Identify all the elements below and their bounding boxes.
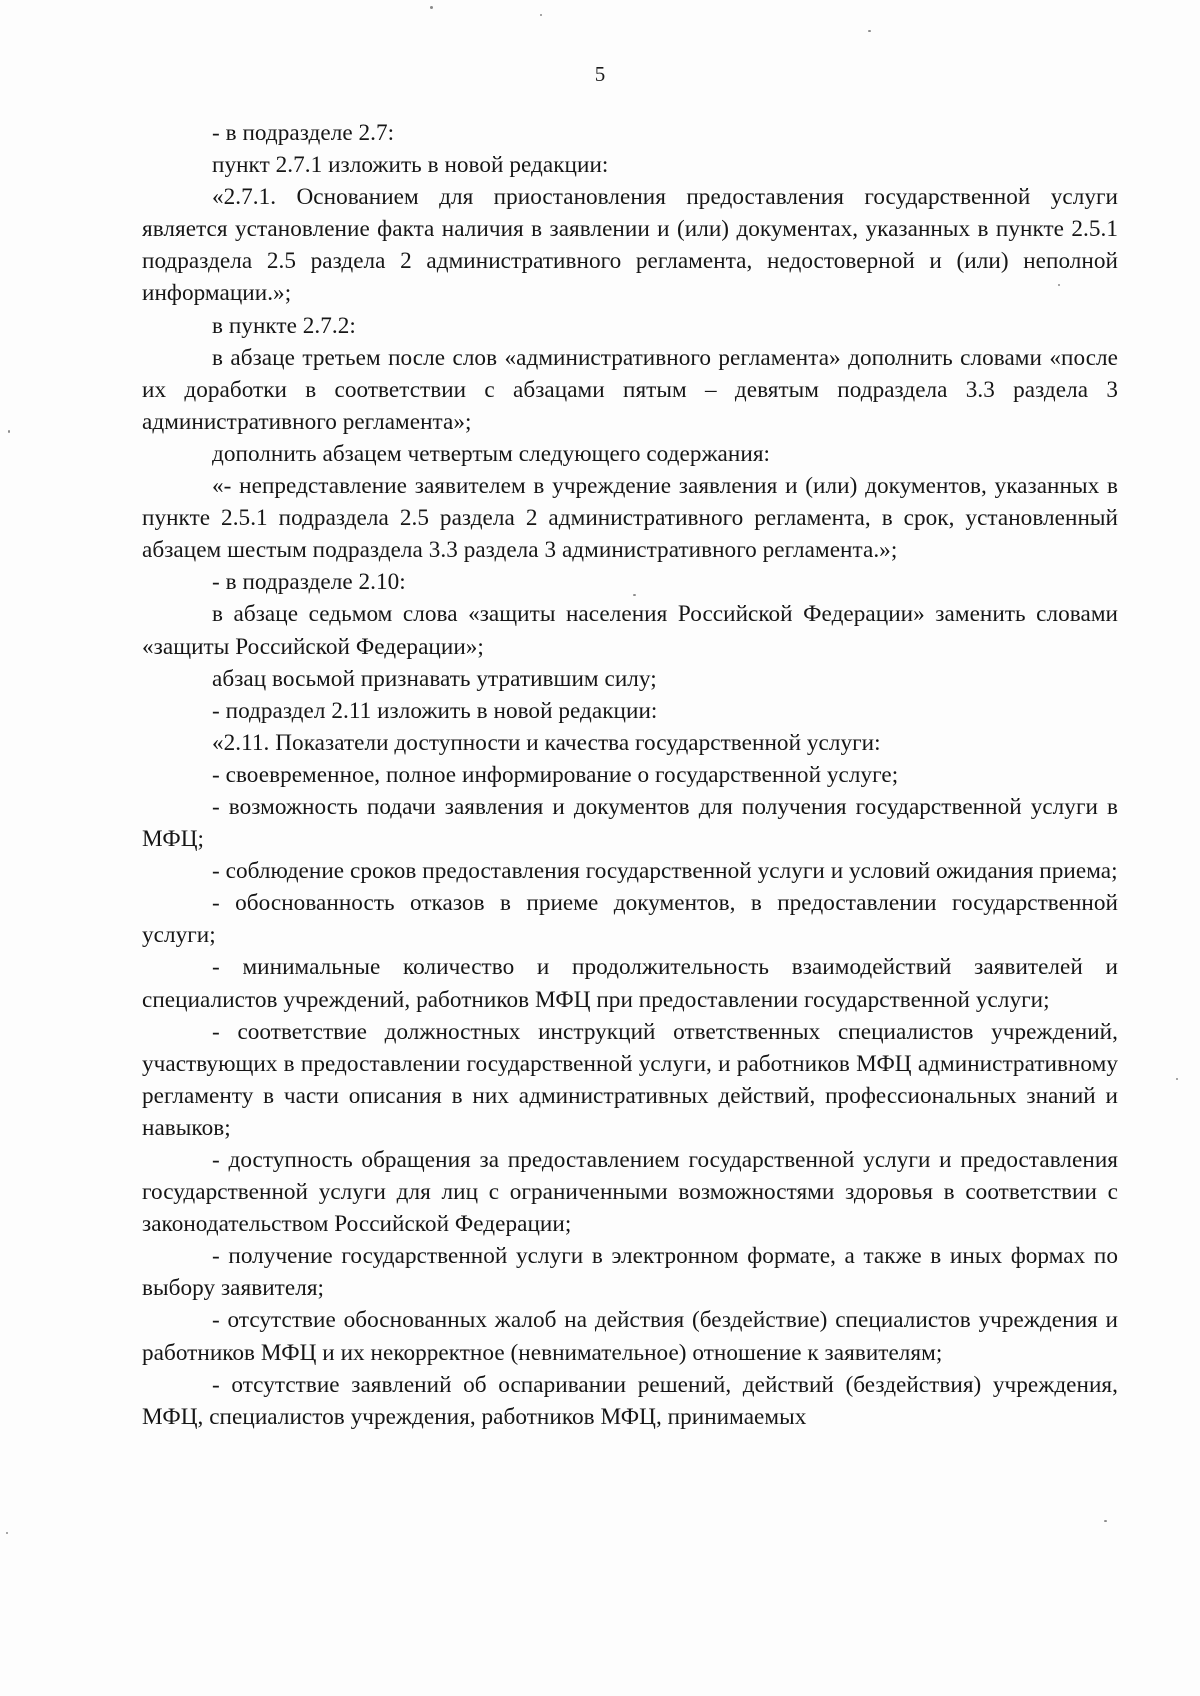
paragraph-add-fourth-abzac: дополнить абзацем четвертым следующего содержания: xyxy=(212,440,771,467)
paragraph-2-11-heading: «2.11. Показатели доступности и качества государственной услуги: xyxy=(212,729,881,756)
list-item: - отсутствие обоснованных жалоб на действия (бездействие) специалистов учреждения и работников МФЦ и их некорректное (невнимательное) отношение к заявителям; xyxy=(142,1307,1118,1366)
scan-speck xyxy=(8,430,10,433)
list-item: - возможность подачи заявления и документов для получения государственной услуги в МФЦ; xyxy=(142,793,1118,853)
scan-speck xyxy=(633,594,636,596)
list-item: - своевременное, полное информирование о государственной услуге; xyxy=(212,761,899,788)
paragraph-subsection-2-10: - в подразделе 2.10: xyxy=(212,569,406,596)
page-number: 5 xyxy=(594,62,606,86)
paragraph-subsection-2-11: - подраздел 2.11 изложить в новой редакции: xyxy=(212,697,658,724)
list-item: - обоснованность отказов в приеме документов, в предоставлении государственной услуги; xyxy=(142,890,1118,949)
list-item: - соответствие должностных инструкций ответственных специалистов учреждений, участвующих в предоставлении государственной услуги, и работников МФЦ административному регламенту в части описания в них административных действий, профессиональных знаний и навыков; xyxy=(142,1018,1118,1141)
paragraph-subsection-2-7: - в подразделе 2.7: xyxy=(212,120,395,146)
scan-speck xyxy=(1058,284,1060,286)
scan-speck xyxy=(1176,1078,1178,1080)
paragraph-item-2-7-1-heading: пункт 2.7.1 изложить в новой редакции: xyxy=(212,152,609,179)
scan-speck xyxy=(430,6,433,9)
scan-speck xyxy=(540,14,542,16)
scan-speck xyxy=(868,30,871,32)
paragraph-third-abzac: в абзаце третьем после слов «административного регламента» дополнить словами «после их доработки в соответствии с абзацами пятым – девятым подраздела 3.3 раздела 3 административного регламента»; xyxy=(142,344,1118,435)
list-item: - получение государственной услуги в электронном формате, а также в иных формах по выбору заявителя; xyxy=(142,1243,1118,1302)
list-item: - соблюдение сроков предоставления государственной услуги и условий ожидания приема; xyxy=(212,858,1118,885)
paragraph-eighth-abzac: абзац восьмой признавать утратившим силу; xyxy=(212,665,657,692)
document-body xyxy=(142,117,1118,1433)
paragraph-seventh-abzac: в абзаце седьмом слова «защиты населения Российской Федерации» заменить словами «защиты Российской Федерации»; xyxy=(142,601,1118,660)
scan-speck xyxy=(6,1532,8,1534)
list-item: - доступность обращения за предоставлением государственной услуги и предоставления государственной услуги для лиц с ограниченными возможностями здоровья в соответствии с законодательством Российской Федерации; xyxy=(142,1147,1118,1238)
list-item: - минимальные количество и продолжительность взаимодействий заявителей и специалистов учреждений, работников МФЦ при предоставлении государственной услуги; xyxy=(142,954,1118,1013)
paragraph-item-2-7-2: в пункте 2.7.2: xyxy=(212,312,356,339)
paragraph-fourth-abzac-text: «- непредставление заявителем в учреждение заявления и (или) документов, указанных в пункте 2.5.1 подраздела 2.5 раздела 2 административного регламента, в срок, установленный абзацем шестым подраздела 3.3 раздела 3 административного регламента.»; xyxy=(142,473,1118,564)
paragraph-item-2-7-1-text: «2.7.1. Основанием для приостановления предоставления государственной услуги является установление факта наличия в заявлении и (или) документах, указанных в пункте 2.5.1 подраздела 2.5 раздела 2 административного регламента, недостоверной и (или) неполной информации.»; xyxy=(142,184,1118,307)
scan-speck xyxy=(1104,1520,1107,1522)
list-item: - отсутствие заявлений об оспаривании решений, действий (бездействия) учреждения, МФЦ, специалистов учреждения, работников МФЦ, принимаемых xyxy=(142,1371,1118,1430)
